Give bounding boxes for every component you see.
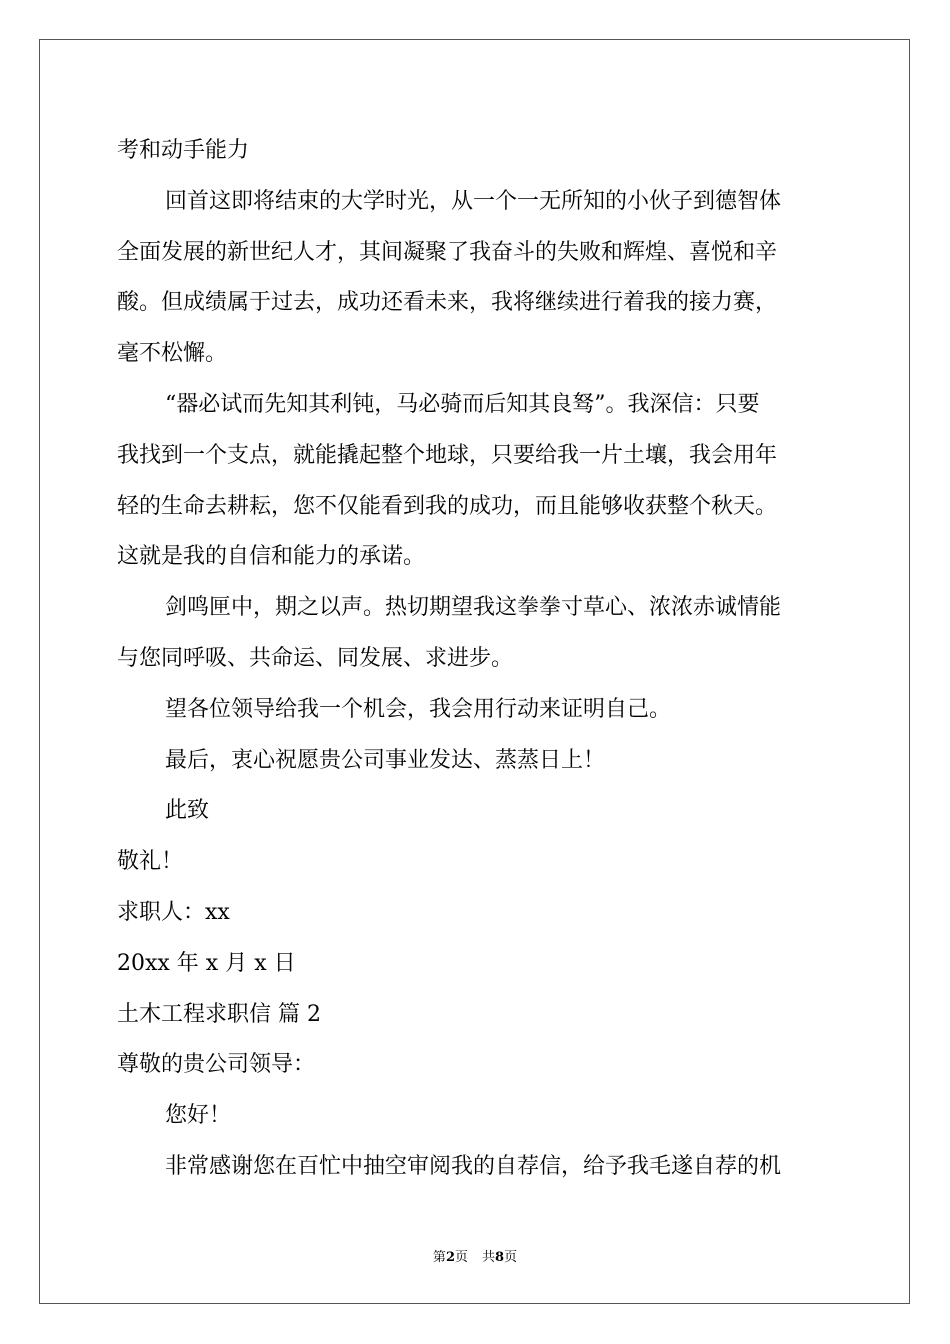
page-prefix: 第: [432, 1250, 446, 1265]
text-line: 轻的生命去耕耘，您不仅能看到我的成功，而且能够收获整个秋天。: [117, 493, 778, 519]
text-line: 20xx 年 x 月 x 日: [117, 950, 296, 976]
text-line: 酸。但成绩属于过去，成功还看未来，我将继续进行着我的接力赛，: [117, 290, 778, 316]
page-footer: [0, 1246, 950, 1265]
text-line: “器必试而先知其利钝，马必骑而后知其良驽”。我深信：只要: [165, 391, 760, 417]
text-line: 您好！: [165, 1103, 232, 1129]
text-line: 敬礼！: [117, 849, 184, 875]
text-line: 土木工程求职信 篇 2: [117, 1001, 321, 1027]
text-line: 全面发展的新世纪人才，其间凝聚了我奋斗的失败和辉煌、喜悦和辛: [117, 239, 778, 265]
text-line: 考和动手能力: [117, 138, 250, 163]
total-prefix: 共: [482, 1250, 496, 1265]
text-line: 毫不松懈。: [117, 341, 228, 367]
text-line: 尊敬的贵公司领导：: [117, 1052, 316, 1078]
text-line: 非常感谢您在百忙中抽空审阅我的自荐信，给予我毛遂自荐的机: [165, 1153, 782, 1179]
text-line: 最后，衷心祝愿贵公司事业发达、蒸蒸日上！: [165, 747, 606, 773]
text-line: 望各位领导给我一个机会，我会用行动来证明自己。: [165, 696, 672, 722]
total-suffix: 页: [504, 1250, 518, 1265]
text-line: 此致: [165, 798, 210, 824]
text-line: 剑鸣匣中，期之以声。热切期望我这拳拳寸草心、浓浓赤诚情能: [165, 595, 782, 621]
page-number: 2: [445, 1250, 455, 1265]
total-pages: 8: [495, 1250, 505, 1265]
text-line: 这就是我的自信和能力的承诺。: [117, 544, 426, 570]
text-line: 求职人：xx: [117, 899, 230, 925]
document-body: [117, 126, 837, 1193]
text-line: 与您同呼吸、共命运、同发展、求进步。: [117, 645, 514, 671]
page-suffix: 页: [454, 1250, 468, 1265]
text-line: 回首这即将结束的大学时光，从一个一无所知的小伙子到德智体: [165, 188, 782, 214]
text-line: 我找到一个支点，就能撬起整个地球，只要给我一片土壤，我会用年: [117, 442, 778, 468]
